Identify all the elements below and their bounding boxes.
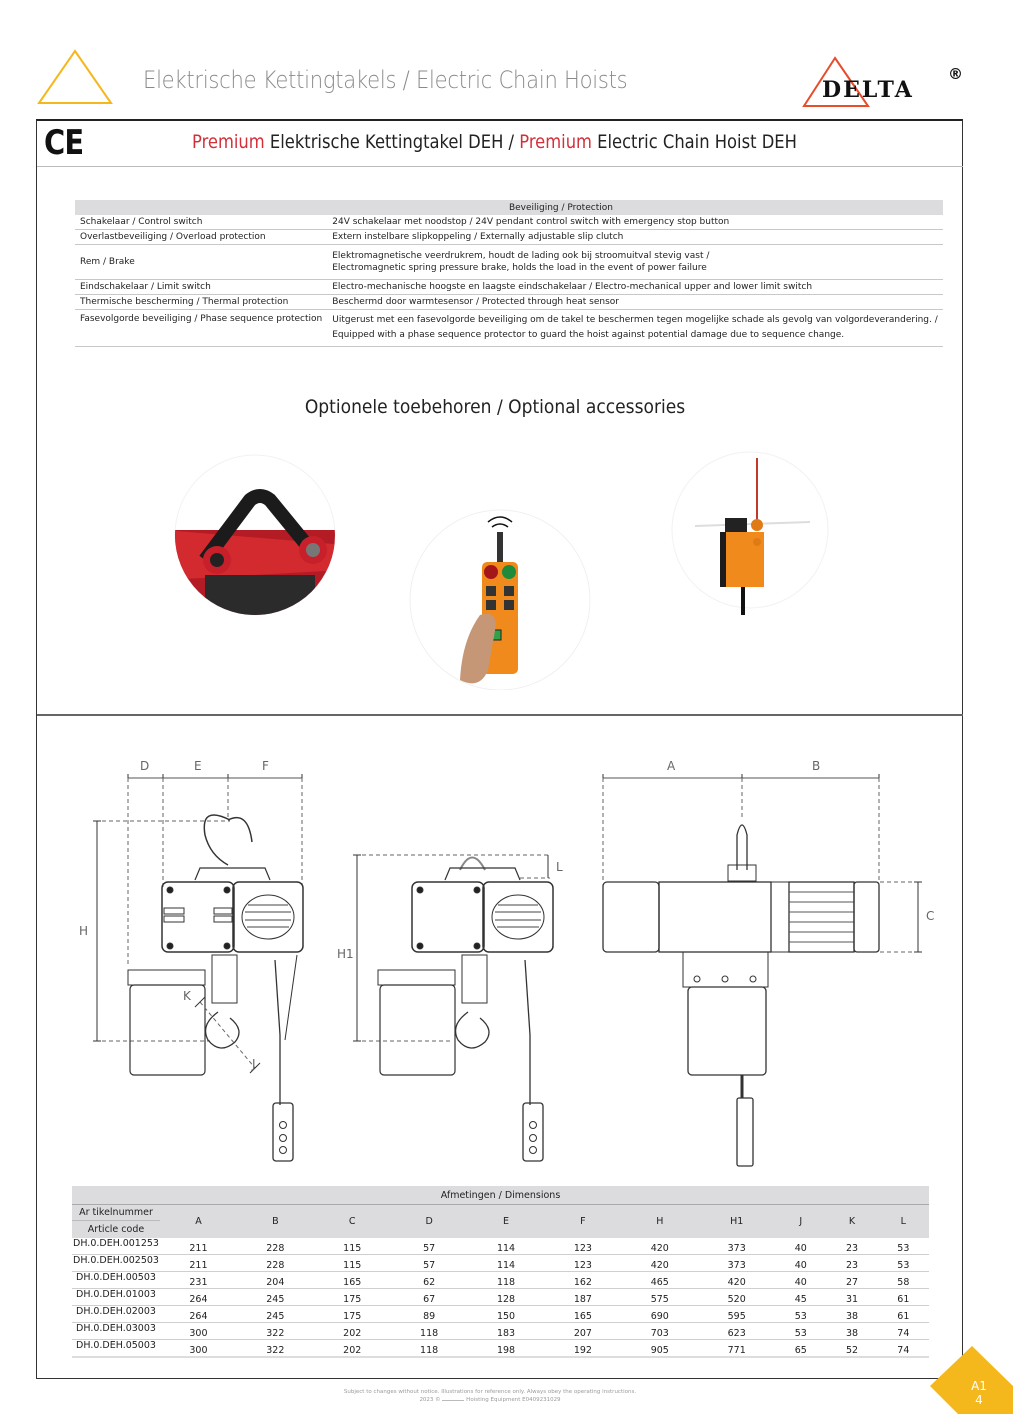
article-code: DH.0.DEH.001253	[72, 1238, 160, 1255]
dimension-value: 165	[544, 1306, 621, 1323]
section-divider	[37, 714, 963, 716]
dimension-value: 771	[698, 1340, 775, 1358]
protection-value	[327, 310, 943, 347]
accessories-title: Optionele toebehoren / Optional accessories	[304, 396, 686, 418]
dimension-value: 187	[544, 1289, 621, 1306]
dimension-value: 45	[775, 1289, 826, 1306]
dimension-value: 207	[544, 1323, 621, 1340]
dimension-value: 114	[468, 1255, 545, 1272]
limit-switch-accessory-image	[660, 450, 840, 620]
page-header-title: Elektrische Kettingtakels / Electric Chain Hoists	[143, 66, 628, 94]
dimension-value: 192	[544, 1340, 621, 1358]
premium-label-en: Premium	[519, 131, 592, 153]
wireless-remote-accessory-image	[400, 500, 600, 690]
technical-drawings	[70, 750, 970, 1170]
article-code: DH.0.DEH.02003	[72, 1306, 160, 1323]
dimension-value: 89	[391, 1306, 468, 1323]
dim-label-c: C	[926, 909, 935, 923]
table-row	[72, 1323, 929, 1340]
dimension-column-header: B	[237, 1205, 314, 1239]
article-code-header	[72, 1205, 160, 1239]
registered-mark: ®	[948, 65, 963, 83]
dim-label-f: F	[262, 759, 269, 773]
dimension-value: 264	[160, 1306, 237, 1323]
dimension-column-header: D	[391, 1205, 468, 1239]
dimension-value: 175	[314, 1306, 391, 1323]
dim-label-e: E	[194, 759, 202, 773]
dim-label-l: L	[556, 860, 563, 874]
dimension-value: 74	[878, 1323, 929, 1340]
dimension-value: 322	[237, 1340, 314, 1358]
dimension-value: 115	[314, 1238, 391, 1255]
dimension-value: 204	[237, 1272, 314, 1289]
dim-label-d: D	[140, 759, 150, 773]
protection-label: Schakelaar / Control switch	[75, 215, 327, 230]
dimension-value: 62	[391, 1272, 468, 1289]
suspension-eye-accessory-image	[165, 450, 340, 625]
dimension-value: 57	[391, 1238, 468, 1255]
dimension-value: 67	[391, 1289, 468, 1306]
dimension-value: 690	[621, 1306, 698, 1323]
dimension-value: 595	[698, 1306, 775, 1323]
table-row	[75, 215, 943, 230]
dimension-value: 115	[314, 1255, 391, 1272]
dimension-value: 114	[468, 1238, 545, 1255]
premium-label-nl: Premium	[192, 131, 265, 153]
dimension-column-header: K	[826, 1205, 877, 1239]
table-row	[75, 245, 943, 280]
dimension-value: 27	[826, 1272, 877, 1289]
dimension-value: 23	[826, 1255, 877, 1272]
dimension-value: 53	[775, 1306, 826, 1323]
dimension-value: 38	[826, 1323, 877, 1340]
dimension-value: 420	[698, 1272, 775, 1289]
protection-value	[327, 245, 943, 280]
dimension-column-header: L	[878, 1205, 929, 1239]
dimension-value: 175	[314, 1289, 391, 1306]
title-nl: Elektrische Kettingtakel DEH /	[264, 131, 520, 153]
page-indicator	[964, 1379, 994, 1407]
dimension-column-header: C	[314, 1205, 391, 1239]
dimension-value: 905	[621, 1340, 698, 1358]
dimension-column-header: E	[468, 1205, 545, 1239]
dimension-value: 245	[237, 1289, 314, 1306]
page-number: 4	[975, 1393, 983, 1407]
table-row	[75, 280, 943, 295]
dimension-value: 162	[544, 1272, 621, 1289]
dimension-value: 211	[160, 1255, 237, 1272]
product-title	[192, 131, 797, 153]
dimension-value: 52	[826, 1340, 877, 1358]
dimension-value: 202	[314, 1323, 391, 1340]
dimension-value: 65	[775, 1340, 826, 1358]
table-row	[75, 295, 943, 310]
dimension-column-header: H	[621, 1205, 698, 1239]
protection-label: Rem / Brake	[75, 245, 327, 280]
dimension-value: 53	[878, 1255, 929, 1272]
dimension-value: 228	[237, 1238, 314, 1255]
delta-logo	[800, 55, 970, 110]
title-en: Electric Chain Hoist DEH	[591, 131, 797, 153]
footer-disclaimer	[330, 1388, 650, 1404]
dim-label-a: A	[667, 759, 676, 773]
dimension-value: 128	[468, 1289, 545, 1306]
dimension-value: 58	[878, 1272, 929, 1289]
table-row	[72, 1238, 929, 1255]
dimension-value: 74	[878, 1340, 929, 1358]
article-code: DH.0.DEH.05003	[72, 1340, 160, 1358]
dimension-value: 183	[468, 1323, 545, 1340]
dimension-value: 465	[621, 1272, 698, 1289]
dimension-value: 520	[698, 1289, 775, 1306]
protection-value-nl: Elektromagnetische veerdrukrem, houdt de lading ook bij stroomuitval stevig vast /	[332, 251, 710, 261]
ce-mark-icon: CE	[44, 123, 84, 163]
footer-line-1: Subject to changes without notice. Illustrations for reference only. Always obey the operating instructions.	[343, 1389, 637, 1395]
protection-label: Thermische bescherming / Thermal protection	[75, 295, 327, 310]
table-row	[72, 1306, 929, 1323]
protection-value: Beschermd door warmtesensor / Protected through heat sensor	[327, 295, 943, 310]
dimension-value: 53	[775, 1323, 826, 1340]
dimension-value: 23	[826, 1238, 877, 1255]
dimension-value: 300	[160, 1323, 237, 1340]
dimension-value: 53	[878, 1238, 929, 1255]
footer-line-2: 2023 © Hoisting Equipment E0409231029	[419, 1397, 561, 1403]
page-section: A1	[971, 1379, 987, 1393]
dimension-value: 231	[160, 1272, 237, 1289]
dimension-value: 703	[621, 1323, 698, 1340]
dimension-value: 57	[391, 1255, 468, 1272]
dimension-value: 202	[314, 1340, 391, 1358]
dimension-value: 118	[468, 1272, 545, 1289]
dimension-value: 211	[160, 1238, 237, 1255]
dimension-column-header: F	[544, 1205, 621, 1239]
dimension-value: 322	[237, 1323, 314, 1340]
dimension-value: 165	[314, 1272, 391, 1289]
protection-header: Beveiliging / Protection	[75, 200, 943, 215]
table-row	[72, 1272, 929, 1289]
logo-text: DELTA	[822, 77, 914, 103]
dimension-value: 245	[237, 1306, 314, 1323]
dimension-column-header: H1	[698, 1205, 775, 1239]
dimension-value: 420	[621, 1238, 698, 1255]
dimension-value: 40	[775, 1272, 826, 1289]
dimension-value: 118	[391, 1340, 468, 1358]
dimension-value: 123	[544, 1255, 621, 1272]
dimension-value: 38	[826, 1306, 877, 1323]
dimension-value: 198	[468, 1340, 545, 1358]
dimension-value: 123	[544, 1238, 621, 1255]
dim-label-h: H	[79, 924, 89, 938]
protection-label: Overlastbeveiliging / Overload protection	[75, 230, 327, 245]
dim-label-b: B	[812, 759, 821, 773]
protection-value-en: Electromagnetic spring pressure brake, holds the load in the event of power failure	[332, 263, 707, 273]
dimension-value: 373	[698, 1238, 775, 1255]
protection-value: 24V schakelaar met noodstop / 24V pendant control switch with emergency stop button	[327, 215, 943, 230]
dimension-value: 61	[878, 1306, 929, 1323]
protection-label: Fasevolgorde beveiliging / Phase sequence protection	[75, 310, 327, 347]
dimensions-group-header: Afmetingen / Dimensions	[72, 1186, 929, 1205]
dimension-value: 264	[160, 1289, 237, 1306]
table-row	[72, 1340, 929, 1358]
article-code: DH.0.DEH.03003	[72, 1323, 160, 1340]
table-row	[75, 310, 943, 347]
protection-table	[75, 200, 943, 347]
article-code: DH.0.DEH.00503	[72, 1272, 160, 1289]
dimension-value: 40	[775, 1238, 826, 1255]
article-code: DH.0.DEH.01003	[72, 1289, 160, 1306]
dimension-value: 373	[698, 1255, 775, 1272]
dim-label-j: J	[252, 1057, 256, 1071]
protection-value-nl: Uitgerust met een fasevolgorde beveiliging om de takel te beschermen tegen mogelijke schade als gevolg van volgordeverandering. /	[332, 315, 938, 325]
article-code-header-en: Article code	[87, 1224, 145, 1235]
dimension-value: 31	[826, 1289, 877, 1306]
dimension-value: 420	[621, 1255, 698, 1272]
protection-value-en: Equipped with a phase sequence protector to guard the hoist against potential damage due to sequence change.	[332, 330, 845, 340]
dimension-value: 228	[237, 1255, 314, 1272]
protection-label: Eindschakelaar / Limit switch	[75, 280, 327, 295]
dimension-value: 61	[878, 1289, 929, 1306]
dimension-value: 623	[698, 1323, 775, 1340]
dimension-value: 40	[775, 1255, 826, 1272]
dim-label-k: K	[183, 989, 191, 1003]
table-row	[75, 230, 943, 245]
dimension-value: 575	[621, 1289, 698, 1306]
dimension-value: 300	[160, 1340, 237, 1358]
protection-value: Electro-mechanische hoogste en laagste eindschakelaar / Electro-mechanical upper and lower limit switch	[327, 280, 943, 295]
protection-value: Extern instelbare slipkoppeling / Externally adjustable slip clutch	[327, 230, 943, 245]
table-row	[72, 1289, 929, 1306]
article-code-header-nl: Ar tikelnummer	[72, 1205, 160, 1221]
article-code: DH.0.DEH.002503	[72, 1255, 160, 1272]
dim-label-h1: H1	[337, 947, 354, 961]
dimension-value: 150	[468, 1306, 545, 1323]
footer-brand-logo	[442, 1396, 464, 1401]
dimension-column-header: J	[775, 1205, 826, 1239]
wireless-signal-icon	[488, 517, 512, 522]
brand-triangle-icon	[36, 48, 114, 106]
dimensions-table	[72, 1186, 929, 1358]
table-row	[72, 1255, 929, 1272]
dimension-value: 118	[391, 1323, 468, 1340]
dimension-column-header: A	[160, 1205, 237, 1239]
